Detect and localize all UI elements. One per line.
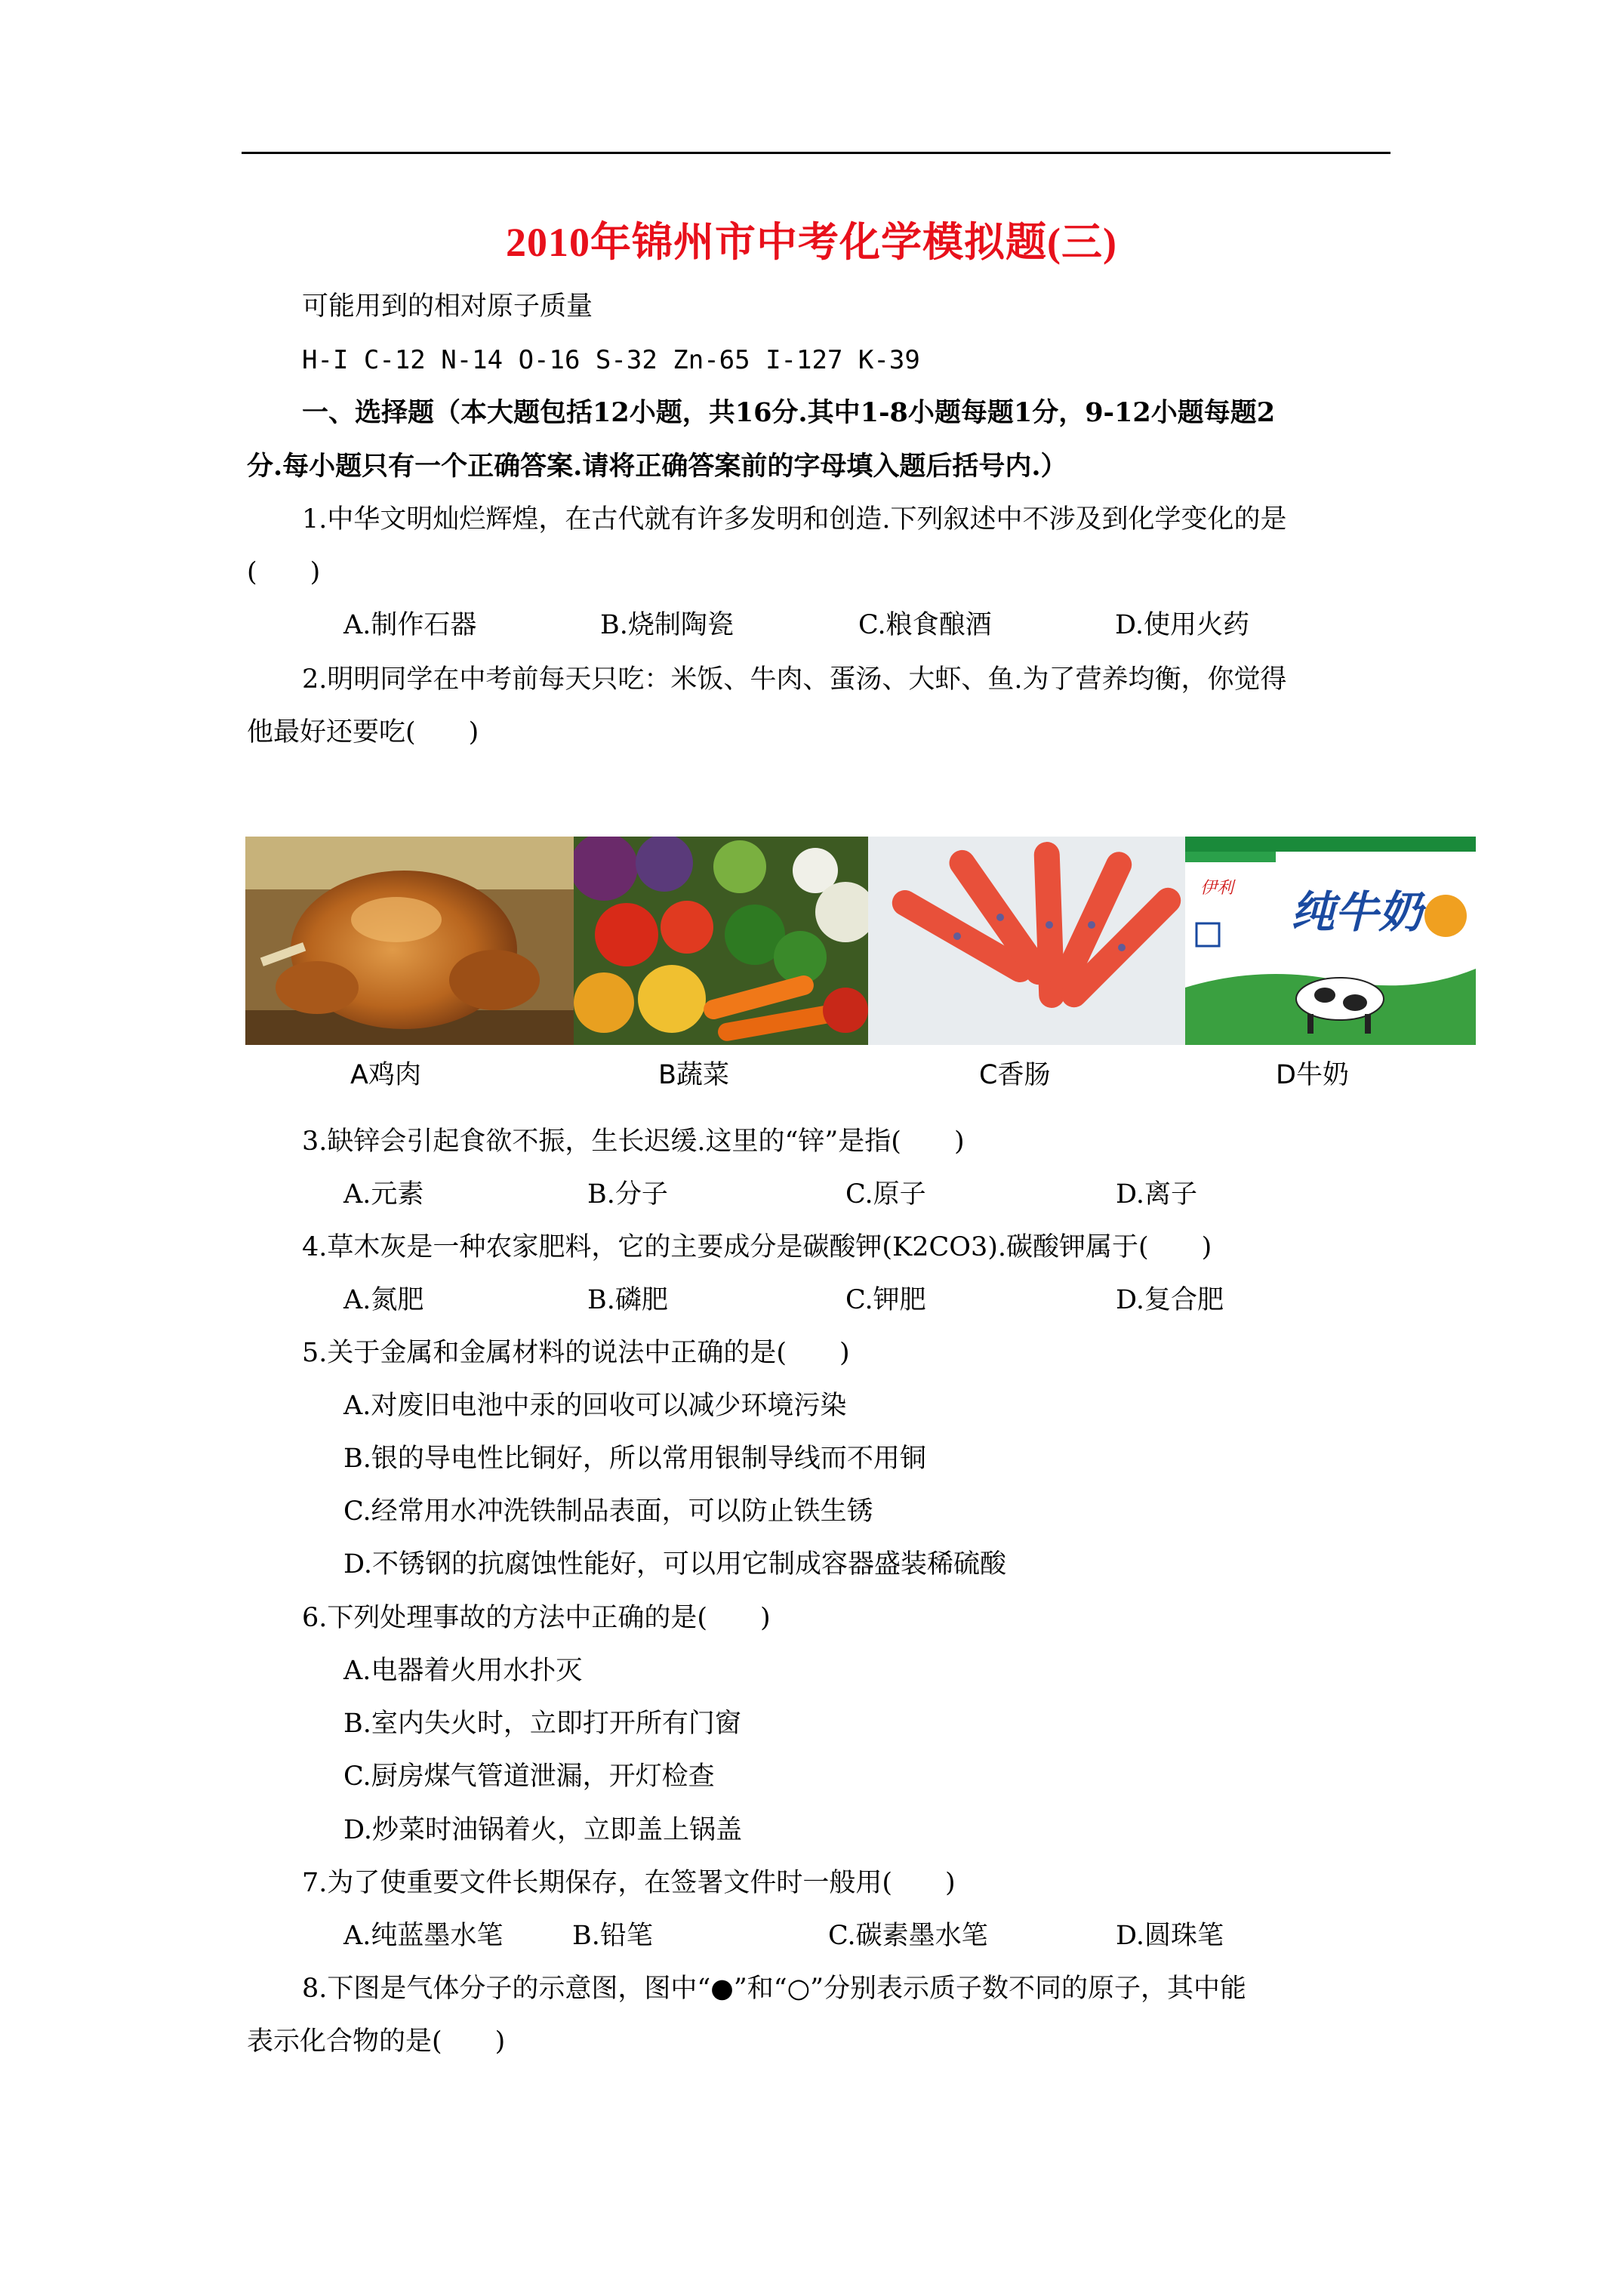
- page-title: 2010年锦州市中考化学模拟题(三): [506, 220, 1117, 265]
- q1-stem-line-1: 1.中华文明灿烂辉煌，在古代就有许多发明和创造.下列叙述中不涉及到化学变化的是: [302, 504, 1287, 535]
- q1-stem-line-2: ( ): [247, 557, 321, 587]
- q6-option-a: A.电器着火用水扑灭: [343, 1656, 583, 1686]
- svg-text:伊利: 伊利: [1200, 879, 1234, 898]
- q3-option-c: C.原子: [845, 1179, 926, 1210]
- q3-option-b: B.分子: [587, 1179, 668, 1210]
- section-1-heading: 一、选择题: [302, 397, 435, 428]
- intro-line-2: H-I C-12 N-14 O-16 S-32 Zn-65 I-127 K-39: [302, 345, 920, 375]
- q7-stem: 7.为了使重要文件长期保存，在签署文件时一般用( ): [302, 1868, 956, 1898]
- section-1-desc-2: 分.每小题只有一个正确答案.请将正确答案前的字母填入题后括号内.）: [247, 451, 1067, 482]
- header-rule: [242, 152, 1390, 154]
- milk-photo: [1185, 837, 1476, 1045]
- q7-option-d: D.圆珠笔: [1116, 1921, 1224, 1951]
- intro-line-1: 可能用到的相对原子质量: [302, 291, 593, 322]
- q6-option-d: D.炒菜时油锅着火，立即盖上锅盖: [343, 1815, 742, 1845]
- caption-c: C香肠: [979, 1060, 1051, 1090]
- q5-option-a: A.对废旧电池中汞的回收可以减少环境污染: [343, 1391, 847, 1421]
- caption-b: B蔬菜: [658, 1060, 730, 1090]
- q5-option-d: D.不锈钢的抗腐蚀性能好，可以用它制成容器盛装稀硫酸: [343, 1549, 1006, 1579]
- q4-option-d: D.复合肥: [1116, 1285, 1224, 1315]
- q1-option-a: A.制作石器: [343, 610, 477, 640]
- q5-stem: 5.关于金属和金属材料的说法中正确的是( ): [302, 1338, 850, 1368]
- q3-option-a: A.元素: [343, 1179, 424, 1210]
- q7-option-a: A.纯蓝墨水笔: [343, 1921, 504, 1951]
- milk-brand-text: 纯牛奶: [1291, 886, 1423, 938]
- q4-option-b: B.磷肥: [587, 1285, 668, 1315]
- q1-option-b: B.烧制陶瓷: [600, 610, 734, 640]
- section-1-line-1: [302, 396, 1275, 430]
- q6-stem: 6.下列处理事故的方法中正确的是( ): [302, 1603, 771, 1633]
- q1-option-d: D.使用火药: [1115, 610, 1249, 640]
- q4-option-a: A.氮肥: [343, 1285, 424, 1315]
- q7-option-c: C.碳素墨水笔: [828, 1921, 988, 1951]
- q1-option-c: C.粮食酿酒: [858, 610, 992, 640]
- q4-option-c: C.钾肥: [845, 1285, 926, 1315]
- q3-stem: 3.缺锌会引起食欲不振，生长迟缓.这里的“锌”是指( ): [302, 1126, 965, 1157]
- q2-stem-line-1: 2.明明同学在中考前每天只吃：米饭、牛肉、蛋汤、大虾、鱼.为了营养均衡，你觉得: [302, 664, 1287, 695]
- q4-stem: 4.草木灰是一种农家肥料，它的主要成分是碳酸钾(K2CO3).碳酸钾属于( ): [302, 1232, 1212, 1262]
- q8-stem-line-2: 表示化合物的是( ): [247, 2026, 506, 2057]
- q5-option-b: B.银的导电性比铜好，所以常用银制导线而不用铜: [343, 1444, 926, 1474]
- q6-option-c: C.厨房煤气管道泄漏，开灯检查: [343, 1761, 715, 1792]
- caption-a: A鸡肉: [350, 1060, 421, 1090]
- q3-option-d: D.离子: [1116, 1179, 1197, 1210]
- sausage-photo: [868, 837, 1185, 1045]
- q6-option-b: B.室内失火时，立即打开所有门窗: [343, 1709, 741, 1739]
- q7-option-b: B.铅笔: [572, 1921, 653, 1951]
- caption-d: D牛奶: [1276, 1060, 1349, 1090]
- chicken-photo: [245, 837, 574, 1045]
- q2-stem-line-2: 他最好还要吃( ): [247, 717, 479, 747]
- section-1-desc-1: （本大题包括12小题，共16分.其中1-8小题每题1分，9-12小题每题2: [434, 397, 1276, 428]
- q5-option-c: C.经常用水冲洗铁制品表面，可以防止铁生锈: [343, 1496, 873, 1527]
- q8-stem-line-1: 8.下图是气体分子的示意图，图中“●”和“○”分别表示质子数不同的原子，其中能: [302, 1974, 1247, 2004]
- vegetables-photo: [574, 837, 868, 1045]
